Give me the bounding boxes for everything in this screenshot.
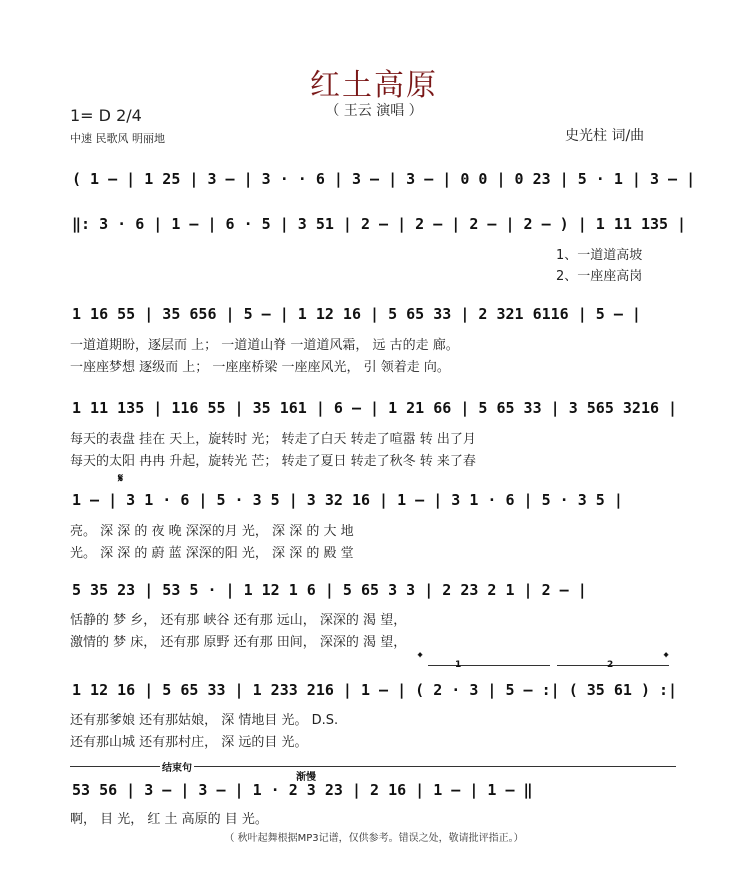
transcription-note: （ 秋叶起舞根据MP3记谱，仅供参考。错误之处，敬请批评指正。） (224, 833, 524, 844)
tempo-style: 中速 民歌风 明丽地 (70, 132, 165, 145)
lyrics-row-2-verse-2: 2、一座座高岗 (556, 269, 643, 284)
lyrics-row-4-verse-1: 每天的表盘 挂在 天上，旋转时 光； 转走了白天 转走了喧嚣 转 出了月 (70, 432, 476, 447)
lyrics-row-8: 啊， 目 光， 红 土 高原的 目 光。 (70, 812, 268, 827)
coda-mark-1: 𝄌 (418, 650, 423, 664)
notation-row-2: ‖: 3 · 6 | 1 – | 6 · 5 | 3 51 | 2 – | 2 – | 2 – | 2 – ) | 1 11 135 | (72, 215, 687, 233)
lyrics-row-3-verse-2: 一座座梦想 逐级而 上； 一座座桥梁 一座座风光， 引 领着走 向。 (70, 360, 450, 375)
lyrics-row-5-verse-2: 光。 深 深 的 蔚 蓝 深深的阳 光， 深 深 的 殿 堂 (70, 546, 354, 561)
notation-row-8: 53 56 | 3 – | 3 – | 1 · 2 3 23 | 2 16 | 1 – | 1 – ‖ (72, 781, 533, 799)
song-title: 红土高原 (310, 68, 438, 103)
key-signature: 1= D 2/4 (70, 106, 142, 125)
singer-credit: （ 王云 演唱 ） (325, 103, 423, 119)
lyrics-row-7-verse-1: 还有那爹娘 还有那姑娘， 深 情地目 光。 D.S. (70, 713, 339, 728)
lyrics-row-4-verse-2: 每天的太阳 冉冉 升起，旋转光 芒； 转走了夏日 转走了秋冬 转 来了春 (70, 454, 476, 469)
author-credit: 史光柱 词/曲 (565, 128, 645, 144)
segno-mark: 𝄋 (118, 471, 124, 485)
notation-row-5: 1 – | 3 1 · 6 | 5 · 3 5 | 3 32 16 | 1 – | 3 1 · 6 | 5 · 3 5 | (72, 491, 623, 509)
volta-bracket-1 (428, 665, 550, 666)
lyrics-row-5-verse-1: 亮。 深 深 的 夜 晚 深深的月 光， 深 深 的 大 地 (70, 524, 354, 539)
notation-row-1: ( 1 – | 1 25 | 3 – | 3 · · 6 | 3 – | 3 – | 0 0 | 0 23 | 5 · 1 | 3 – | (72, 170, 696, 188)
coda-mark-2: 𝄌 (664, 650, 669, 664)
notation-row-6: 5 35 23 | 53 5 · | 1 12 1 6 | 5 65 3 3 | 2 23 2 1 | 2 – | (72, 581, 587, 599)
notation-row-3: 1 16 55 | 35 656 | 5 – | 1 12 16 | 5 65 33 | 2 321 6116 | 5 – | (72, 305, 641, 323)
lyrics-row-2-verse-1: 1、一道道高坡 (556, 248, 643, 263)
notation-row-4: 1 11 135 | 116 55 | 35 161 | 6 – | 1 21 66 | 5 65 33 | 3 565 3216 | (72, 399, 678, 417)
lyrics-row-3-verse-1: 一道道期盼，逐层而 上； 一道道山脊 一道道风霜， 远 古的走 廊。 (70, 338, 459, 353)
ending-label: 结束句 (160, 759, 194, 774)
notation-row-7: 1 12 16 | 5 65 33 | 1 233 216 | 1 – | ( 2 · 3 | 5 – :| ( 35 61 ) :| (72, 681, 678, 699)
volta-number-1: 1 (455, 660, 462, 670)
ritardando-label: 渐慢 (296, 772, 316, 783)
lyrics-row-7-verse-2: 还有那山城 还有那村庄， 深 远的目 光。 (70, 735, 308, 750)
lyrics-row-6-verse-1: 恬静的 梦 乡， 还有那 峡谷 还有那 远山， 深深的 渴 望， (70, 613, 407, 628)
volta-number-2: 2 (607, 660, 614, 670)
lyrics-row-6-verse-2: 激情的 梦 床， 还有那 原野 还有那 田间， 深深的 渴 望， (70, 635, 407, 650)
